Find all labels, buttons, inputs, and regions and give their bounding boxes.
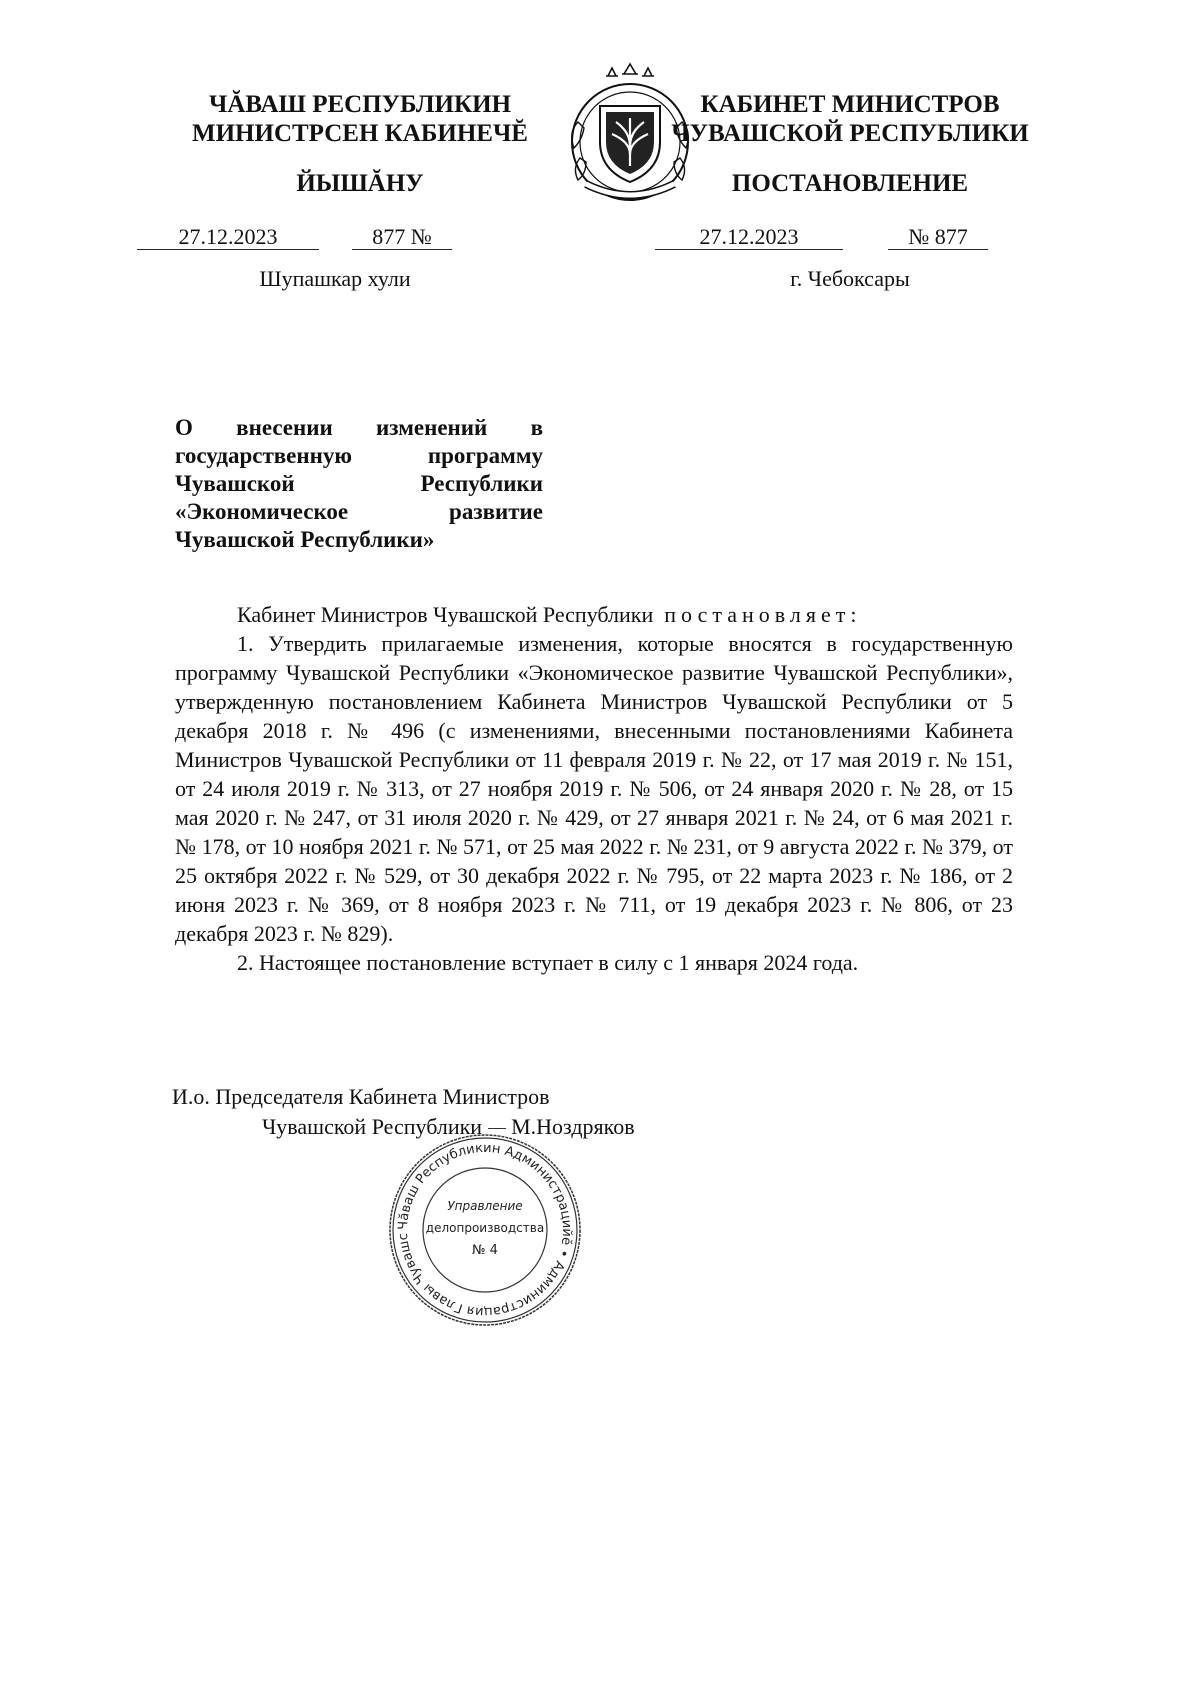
- header-right-line1: КАБИНЕТ МИНИСТРОВ: [700, 91, 1000, 118]
- document-body: [175, 600, 1013, 977]
- preamble: [175, 600, 1013, 629]
- header-left-line2: МИНИСТРСЕН КАБИНЕЧĔ: [192, 120, 528, 147]
- header-left-number: 877 №: [352, 225, 452, 250]
- header-right-doc-type: ПОСТАНОВЛЕНИЕ: [731, 170, 969, 197]
- signature-line1: И.о. Председателя Кабинета Министров: [172, 1084, 550, 1109]
- header-left-city: Шупашкар хули: [259, 266, 411, 291]
- header-right-line2: ЧУВАШСКОЙ РЕСПУБЛИКИ: [671, 120, 1029, 147]
- header-right-number: № 877: [888, 225, 988, 250]
- stamp-center-line2: делопроизводства: [425, 1221, 545, 1235]
- header-right-org: [665, 90, 1035, 148]
- preamble-subject: Кабинет Министров Чувашской Республики: [237, 602, 654, 627]
- stamp-center-line3: № 4: [472, 1243, 498, 1258]
- document-title: О внесении изменений в государственную программу Чувашской Республики «Экономическое развитие Чувашской Республики»: [175, 415, 543, 552]
- stamp-center-line1: Управление: [447, 1199, 523, 1213]
- signature-name: М.Ноздряков: [511, 1114, 635, 1139]
- stamp-ring-text: Чăваш Республикин Администрацийĕ • Администрация Главы Чувашс: [395, 1140, 575, 1320]
- header-left-line1: ЧĂВАШ РЕСПУБЛИКИН: [208, 91, 512, 118]
- header-left-org: [150, 90, 570, 148]
- signature-position: Чувашской Республики: [262, 1114, 483, 1139]
- preamble-verb: постановляет:: [664, 602, 862, 627]
- header-left-dateline: [137, 224, 452, 250]
- header-right-dateline: [655, 224, 988, 250]
- header-left-date: 27.12.2023: [137, 225, 319, 250]
- header-right-city: г. Чебоксары: [790, 266, 910, 291]
- official-stamp: [385, 1130, 585, 1330]
- paragraph-1: 1. Утвердить прилагаемые изменения, которые вносятся в государственную программу Чувашской Республики «Экономическое развитие Чувашской Республики», утвержденную постановлением Кабинета Министров Чувашской Республики от 5 декабря 2018 г. № 496 (с изменениями, внесенными постановлениями Кабинета Министров Чувашской Республики от 11 февраля 2019 г. № 22, от 17 мая 2019 г. № 151, от 24 июля 2019 г. № 313, от 27 ноября 2019 г. № 506, от 24 января 2020 г. № 28, от 15 мая 2020 г. № 247, от 31 июля 2020 г. № 429, от 27 января 2021 г. № 24, от 6 мая 2021 г. № 178, от 10 ноября 2021 г. № 571, от 25 мая 2022 г. № 231, от 9 августа 2022 г. № 379, от 25 октября 2022 г. № 529, от 30 декабря 2022 г. № 795, от 22 марта 2023 г. № 186, от 2 июня 2023 г. № 369, от 8 ноября 2023 г. № 711, от 19 декабря 2023 г. № 806, от 23 декабря 2023 г. № 829).: [175, 631, 1013, 946]
- header-right-date: 27.12.2023: [655, 225, 843, 250]
- header-left-doc-type: ЙЫШĂНУ: [296, 170, 424, 197]
- paragraph-2: 2. Настоящее постановление вступает в силу с 1 января 2024 года.: [237, 950, 859, 975]
